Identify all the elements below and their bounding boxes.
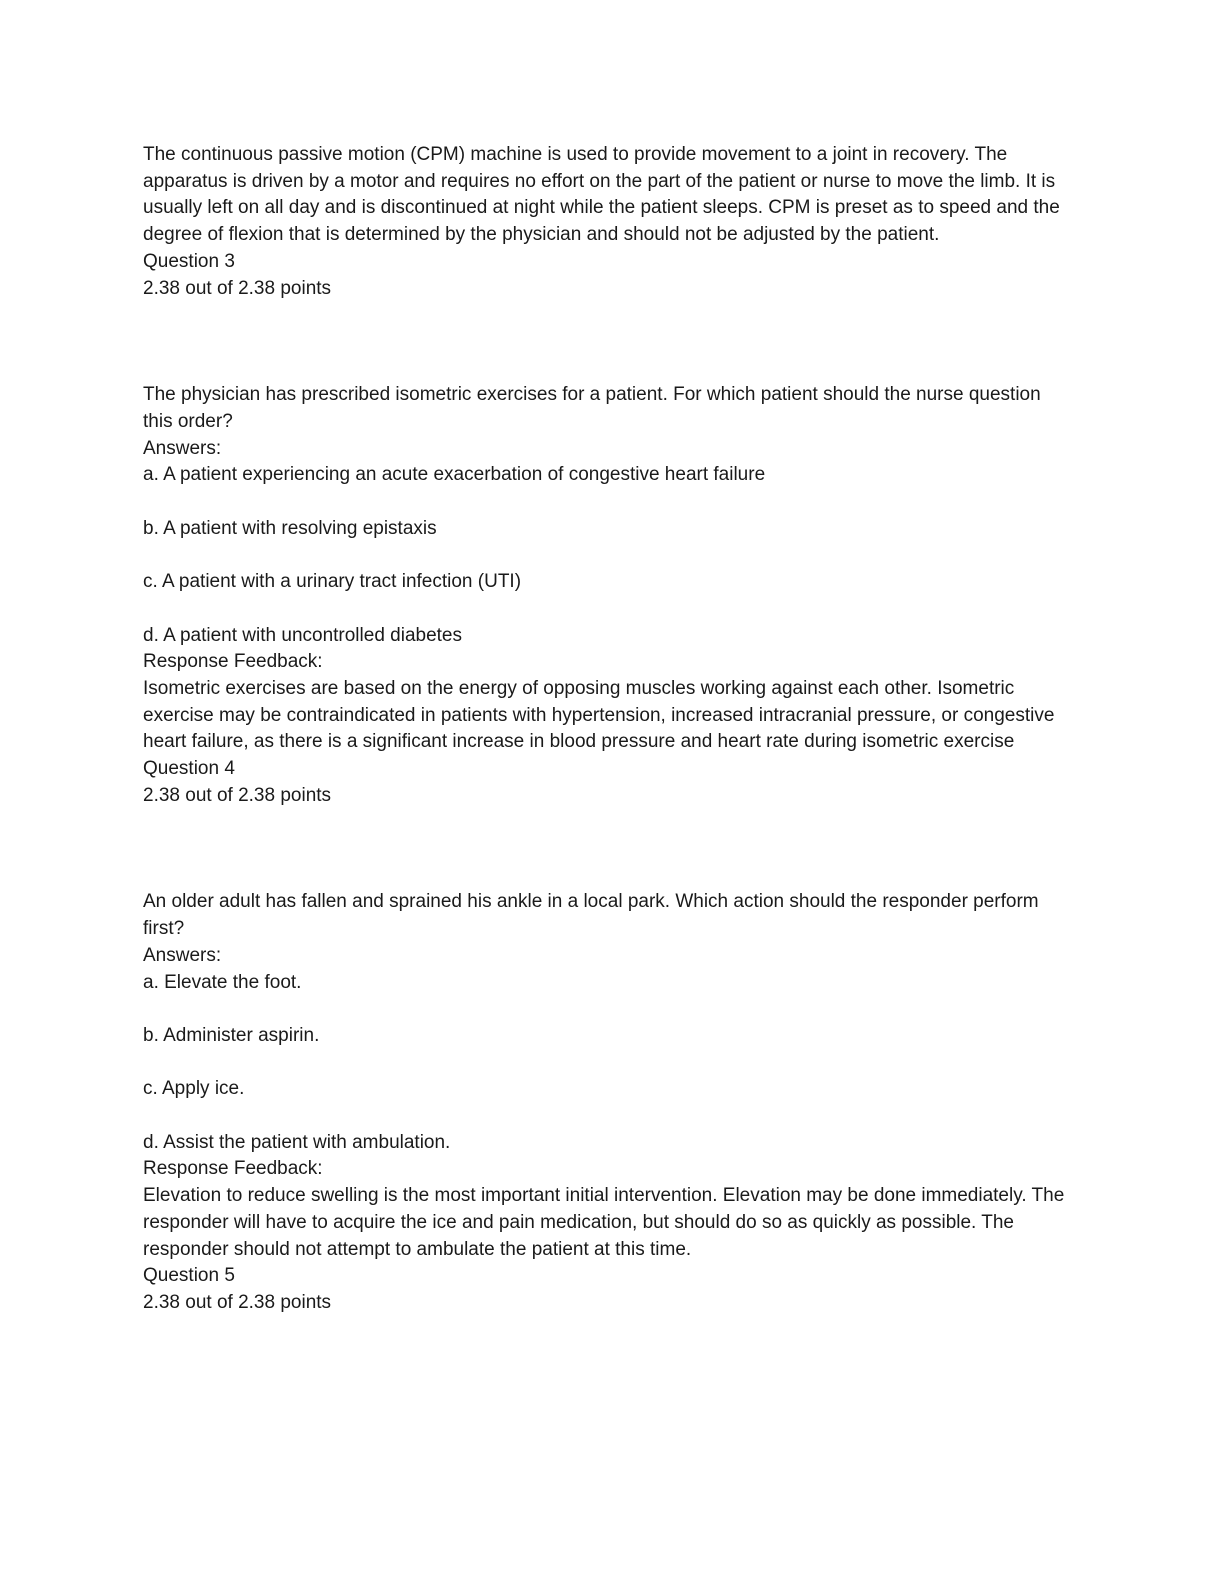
answers-label: Answers:: [143, 944, 222, 966]
question-3-label: Question 3: [143, 250, 235, 272]
question-4-label: Question 4: [143, 758, 235, 780]
response-feedback-label: Response Feedback:: [143, 651, 323, 673]
answer-option-b: b. A patient with resolving epistaxis: [143, 517, 437, 539]
question-3-points: 2.38 out of 2.38 points: [143, 277, 332, 299]
document-page: [143, 142, 1073, 1317]
answer-option-d: d. A patient with uncontrolled diabetes: [143, 624, 463, 646]
answer-option-a: a. A patient experiencing an acute exacerbation of congestive heart failure: [143, 464, 766, 486]
answer-option-a: a. Elevate the foot.: [143, 971, 302, 993]
question-4-prompt: An older adult has fallen and sprained his ankle in a local park. Which action should the responder perform first?: [143, 891, 1039, 940]
question-5-points: 2.38 out of 2.38 points: [143, 1291, 332, 1313]
cpm-explanation: The continuous passive motion (CPM) machine is used to provide movement to a joint in recovery. The apparatus is driven by a motor and requires no effort on the part of the patient or nurse to move the limb. It is usually left on all day and is discontinued at night while the patient sleeps. CPM is preset as to speed and the degree of flexion that is determined by the physician and should not be adjusted by the patient.: [143, 144, 1060, 246]
response-feedback-text: Elevation to reduce swelling is the most important initial intervention. Elevation may be done immediately. The responder will have to acquire the ice and pain medication, but should do so as quickly as possible. The responder should not attempt to ambulate the patient at this time.: [143, 1185, 1065, 1260]
response-feedback-text: Isometric exercises are based on the energy of opposing muscles working against each other. Isometric exercise may be contraindicated in patients with hypertension, increased intracranial pressure, or congestive heart failure, as there is a significant increase in blood pressure and heart rate during isometric exercise: [143, 677, 1055, 753]
answer-option-b: b. Administer aspirin.: [143, 1024, 320, 1046]
question-4-points: 2.38 out of 2.38 points: [143, 784, 332, 806]
answers-label: Answers:: [143, 437, 222, 459]
answer-option-d: d. Assist the patient with ambulation.: [143, 1131, 451, 1153]
question-5-label: Question 5: [143, 1265, 235, 1287]
question-3-prompt: The physician has prescribed isometric exercises for a patient. For which patient should the nurse question this order?: [143, 384, 1041, 432]
answer-option-c: c. Apply ice.: [143, 1078, 245, 1100]
response-feedback-label: Response Feedback:: [143, 1158, 323, 1180]
question-4-block: [143, 889, 1073, 1316]
question-3-block: [143, 382, 1073, 809]
answer-option-c: c. A patient with a urinary tract infection (UTI): [143, 571, 522, 593]
